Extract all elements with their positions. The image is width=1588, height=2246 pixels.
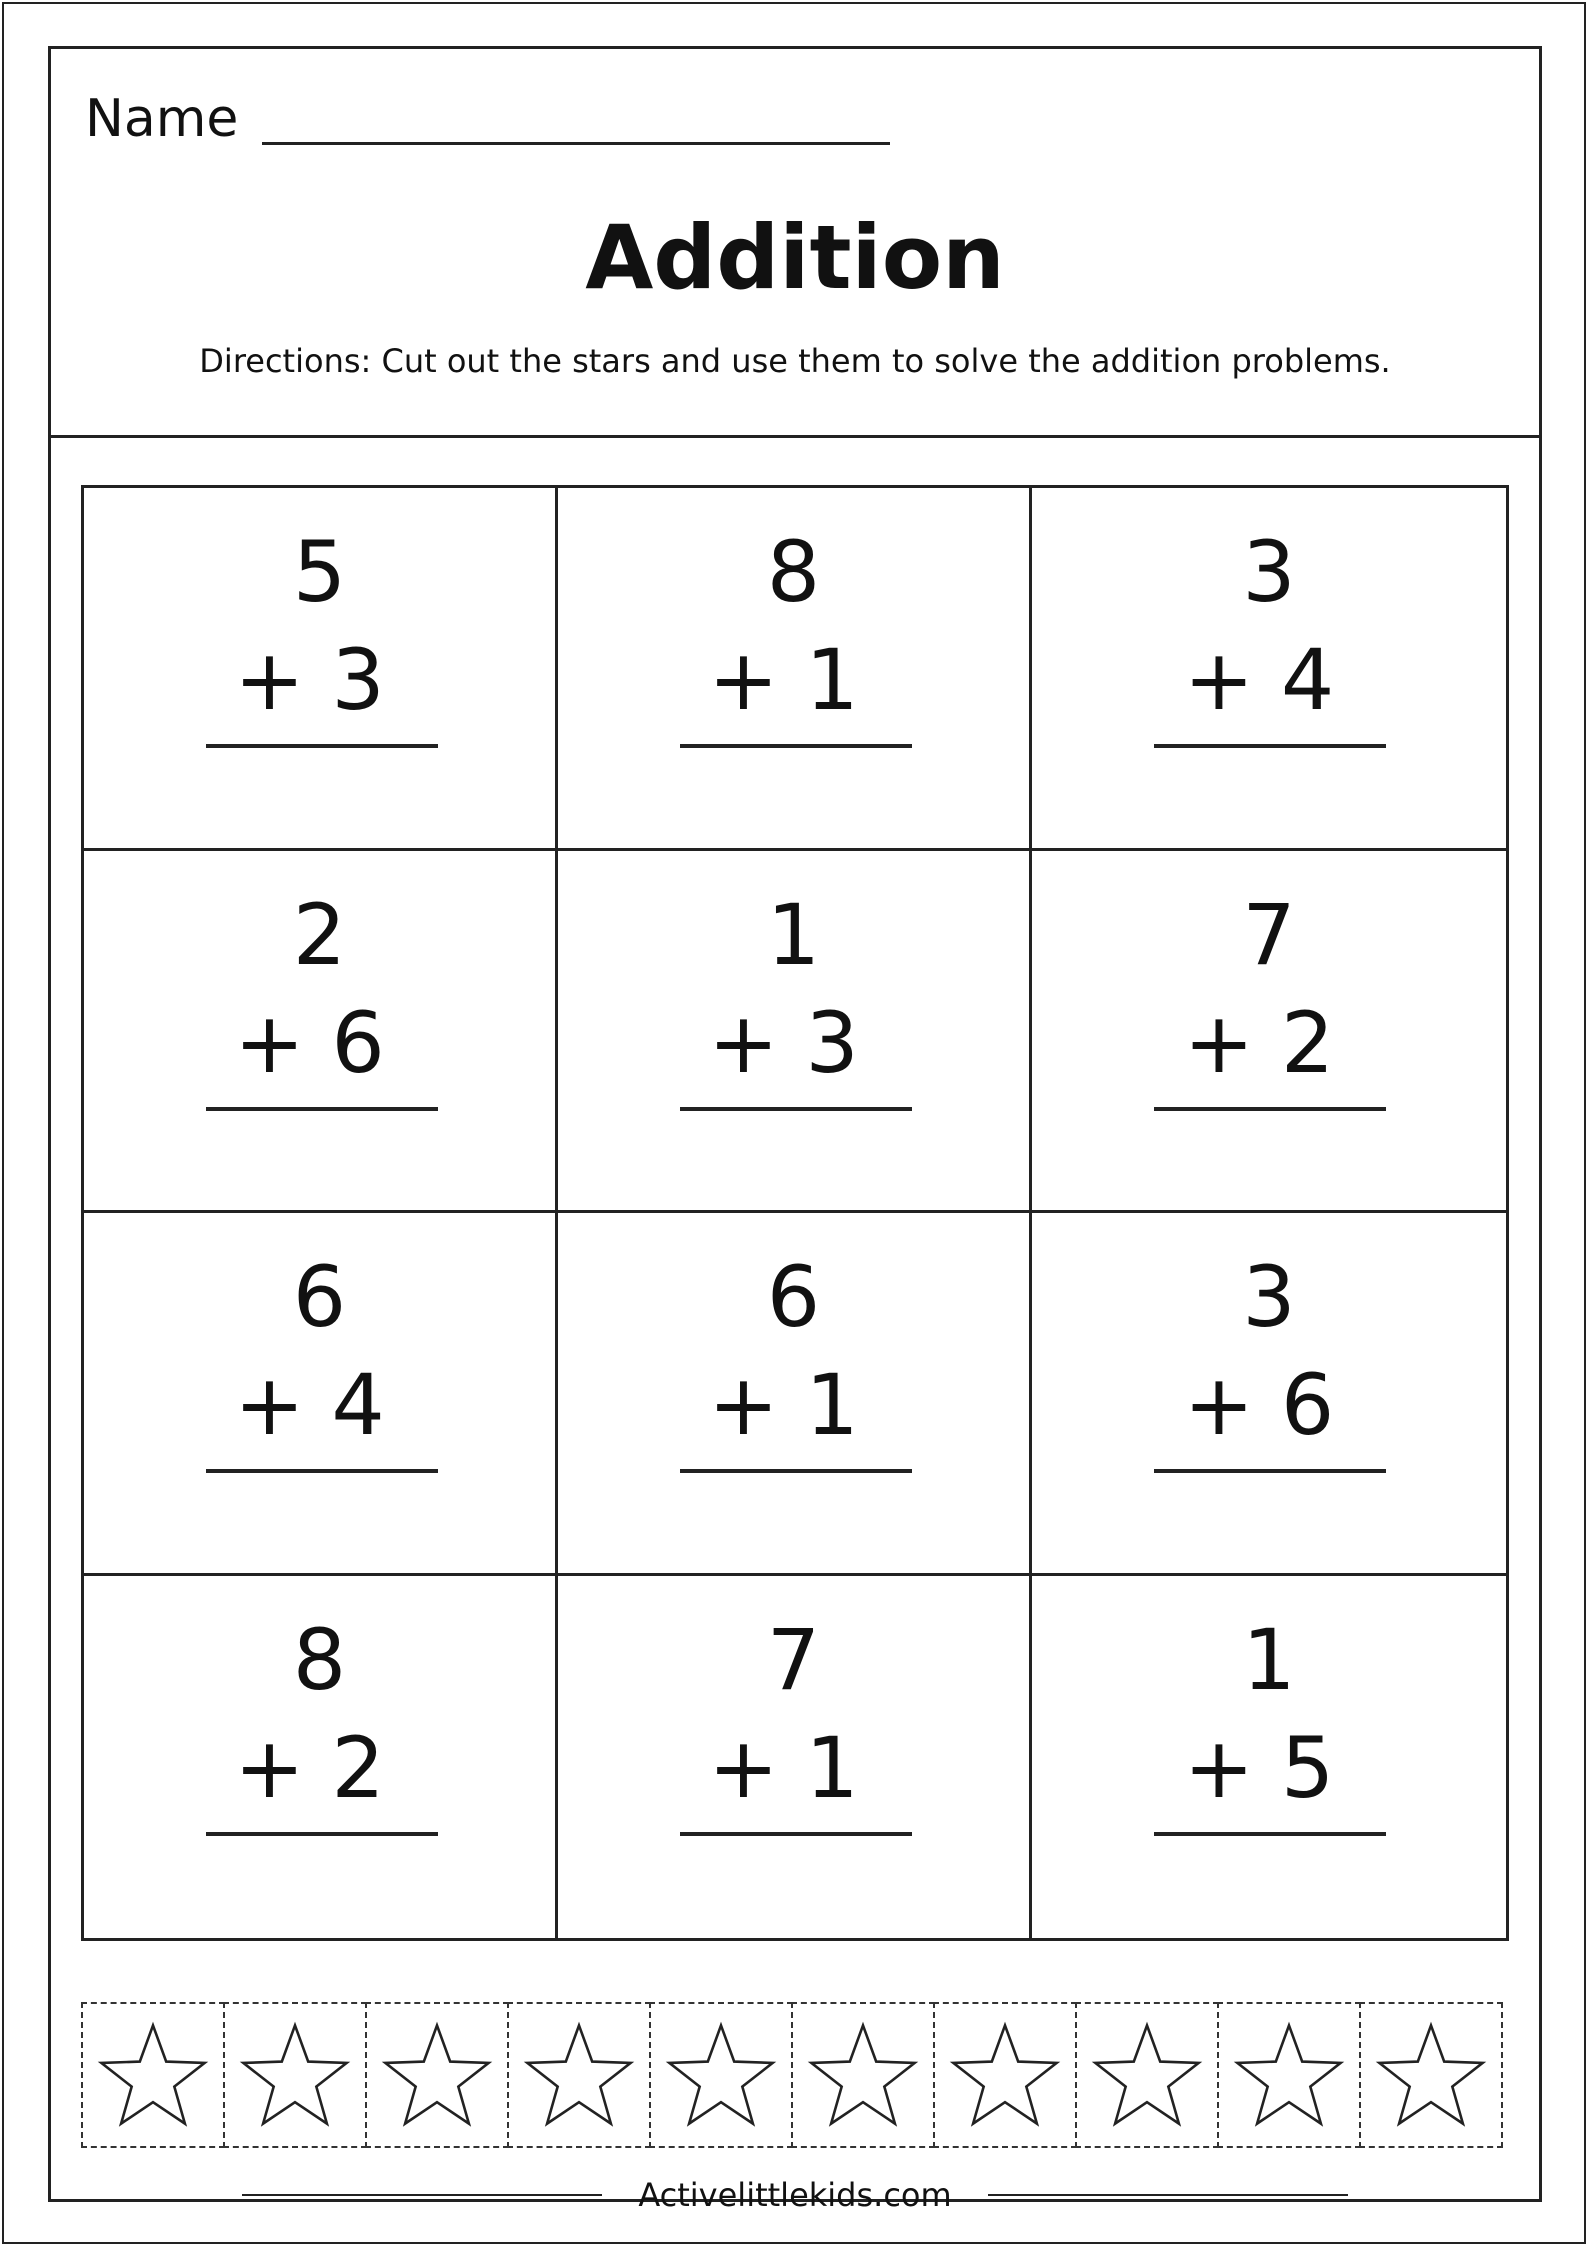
star-outline-icon — [1230, 2016, 1348, 2134]
problem-bottom-number: + 3 — [708, 993, 859, 1092]
answer-line[interactable] — [206, 1107, 438, 1111]
problem-cell — [1032, 1213, 1506, 1576]
star-outline-icon — [804, 2016, 922, 2134]
star-cutout-box[interactable] — [1359, 2002, 1503, 2148]
name-label: Name — [85, 89, 239, 149]
answer-line[interactable] — [206, 1832, 438, 1836]
problem-bottom-number: + 4 — [234, 1356, 385, 1454]
problem-top-number: 1 — [1242, 1610, 1296, 1709]
answer-line[interactable] — [680, 1469, 912, 1473]
problem-top-number: 6 — [292, 1248, 347, 1346]
star-outline-icon — [94, 2016, 212, 2134]
problem-top-number: 7 — [1242, 885, 1296, 984]
problem-cell — [558, 1213, 1032, 1576]
star-outline-icon — [1372, 2016, 1490, 2134]
problem-cell — [558, 851, 1032, 1214]
answer-line[interactable] — [206, 744, 438, 748]
problem-bottom-number: + 6 — [234, 993, 385, 1092]
problem-cell — [84, 851, 558, 1214]
problem-bottom-number: + 1 — [708, 631, 859, 729]
problem-top-number: 5 — [292, 523, 347, 621]
footer-divider-left — [242, 2194, 602, 2196]
problem-bottom-number: + 5 — [1183, 1718, 1335, 1817]
answer-line[interactable] — [1154, 744, 1386, 748]
problem-cell — [558, 488, 1032, 851]
problem-top-number: 8 — [766, 523, 821, 621]
star-outline-icon — [662, 2016, 780, 2134]
star-outline-icon — [236, 2016, 354, 2134]
problem-cell — [1032, 851, 1506, 1214]
problem-cell — [84, 488, 558, 851]
problem-top-number: 7 — [766, 1610, 821, 1709]
star-cutout-box[interactable] — [649, 2002, 793, 2148]
directions-text: Directions: Cut out the stars and use them to solve the addition problems. — [199, 342, 1391, 380]
footer-site-text: Activelittlekids.com — [638, 2176, 952, 2214]
problem-bottom-number: + 3 — [234, 631, 385, 729]
star-outline-icon — [520, 2016, 638, 2134]
worksheet-frame — [48, 46, 1542, 2214]
star-outline-icon — [946, 2016, 1064, 2134]
problem-bottom-number: + 2 — [1183, 993, 1335, 1092]
footer — [51, 2176, 1539, 2214]
problem-bottom-number: + 2 — [234, 1718, 385, 1817]
problem-cell — [1032, 1576, 1506, 1939]
problem-top-number: 1 — [766, 885, 821, 984]
star-cutout-box[interactable] — [81, 2002, 225, 2148]
worksheet-header — [51, 49, 1539, 438]
problem-top-number: 6 — [766, 1248, 821, 1346]
problem-cell — [558, 1576, 1032, 1939]
problems-grid — [81, 485, 1509, 1941]
star-cutout-box[interactable] — [507, 2002, 651, 2148]
star-outline-icon — [1088, 2016, 1206, 2134]
problem-bottom-number: + 6 — [1183, 1356, 1335, 1454]
star-outline-icon — [378, 2016, 496, 2134]
answer-line[interactable] — [1154, 1469, 1386, 1473]
problem-cell — [84, 1576, 558, 1939]
page-title: Addition — [585, 206, 1005, 309]
cutout-stars-row — [81, 2002, 1503, 2148]
answer-line[interactable] — [1154, 1832, 1386, 1836]
name-row — [85, 89, 890, 149]
star-cutout-box[interactable] — [1075, 2002, 1219, 2148]
problem-bottom-number: + 1 — [708, 1356, 859, 1454]
name-field[interactable] — [262, 102, 890, 145]
problem-top-number: 2 — [292, 885, 347, 984]
problem-top-number: 3 — [1242, 523, 1296, 621]
star-cutout-box[interactable] — [1217, 2002, 1361, 2148]
answer-line[interactable] — [206, 1469, 438, 1473]
problem-bottom-number: + 4 — [1183, 631, 1335, 729]
problem-cell — [1032, 488, 1506, 851]
star-cutout-box[interactable] — [791, 2002, 935, 2148]
problem-top-number: 8 — [292, 1610, 347, 1709]
star-cutout-box[interactable] — [933, 2002, 1077, 2148]
answer-line[interactable] — [680, 744, 912, 748]
problem-top-number: 3 — [1242, 1248, 1296, 1346]
answer-line[interactable] — [680, 1107, 912, 1111]
answer-line[interactable] — [1154, 1107, 1386, 1111]
star-cutout-box[interactable] — [365, 2002, 509, 2148]
problem-cell — [84, 1213, 558, 1576]
star-cutout-box[interactable] — [223, 2002, 367, 2148]
footer-divider-right — [988, 2194, 1348, 2196]
problem-bottom-number: + 1 — [708, 1718, 859, 1817]
answer-line[interactable] — [680, 1832, 912, 1836]
